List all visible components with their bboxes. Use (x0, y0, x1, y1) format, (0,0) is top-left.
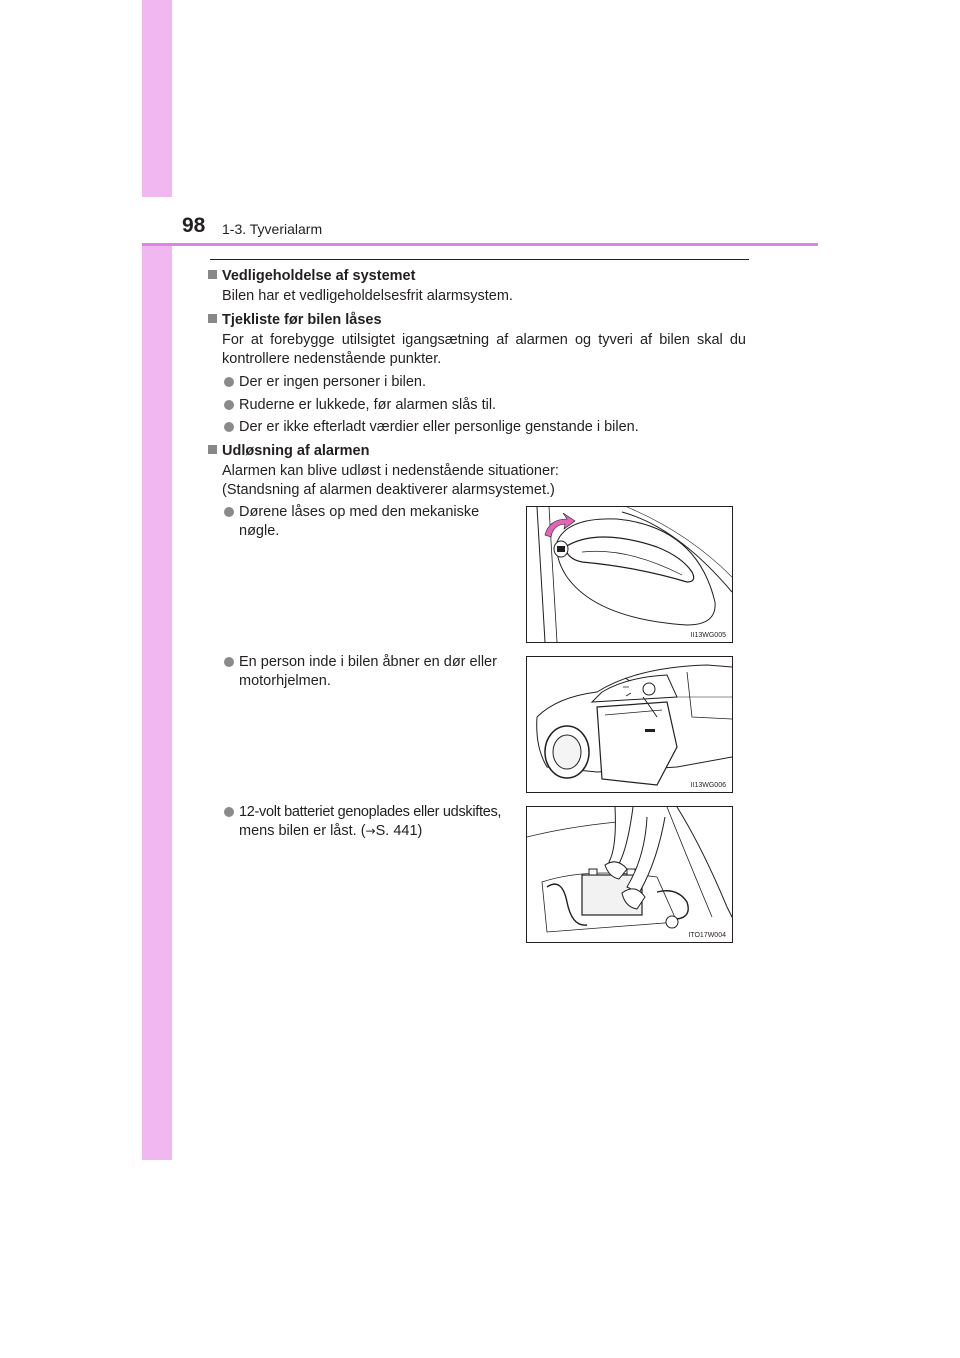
list-item: 12-volt batteriet genoplades eller udskiftes, mens bilen er låst. (→S. 441) (222, 803, 514, 841)
page-number: 98 (182, 214, 206, 237)
bullet-dot-icon (224, 400, 234, 410)
list-item: Der er ingen personer i bilen. (222, 373, 426, 392)
checklist-text: For at forebygge utilsigtet igangsætning af alarmen og tyveri af bilen skal du kontrollere nedenstående punkter. (222, 332, 746, 367)
heading-maintenance: Vedligeholdelse af systemet (208, 267, 415, 286)
car-door-illustration (527, 657, 732, 792)
heading-alarm-trigger: Udløsning af alarmen (208, 442, 369, 461)
header-rule (142, 243, 818, 246)
bullet-dot-icon (224, 657, 234, 667)
door-handle-illustration (527, 507, 732, 642)
figure-person-opens-door: II13WG006 (526, 656, 733, 793)
content-rule (210, 259, 749, 260)
heading-square-icon (208, 314, 217, 323)
section-title: 1-3. Tyverialarm (222, 221, 323, 237)
bullet-dot-icon (224, 507, 234, 517)
page-side-strip (142, 0, 172, 1160)
list-item: Ruderne er lukkede, før alarmen slås til. (222, 396, 496, 415)
list-item: Dørene låses op med den mekaniske nøgle. (222, 503, 514, 541)
alarm-trigger-text-1: Alarmen kan blive udløst i nedenstående situationer: (222, 463, 559, 479)
bullet-dot-icon (224, 807, 234, 817)
maintenance-text: Bilen har et vedligeholdelsesfrit alarmsystem. (222, 288, 513, 304)
figure-door-handle: II13WG005 (526, 506, 733, 643)
figure-battery: ITO17W004 (526, 806, 733, 943)
list-item: Der er ikke efterladt værdier eller personlige genstande i bilen. (222, 418, 639, 437)
list-item: En person inde i bilen åbner en dør eller motorhjelmen. (222, 653, 514, 691)
bullet-dot-icon (224, 377, 234, 387)
alarm-trigger-text-2: (Standsning af alarmen deaktiverer alarmsystemet.) (222, 482, 555, 498)
arrow-icon: → (365, 824, 376, 838)
heading-square-icon (208, 270, 217, 279)
bullet-dot-icon (224, 422, 234, 432)
heading-square-icon (208, 445, 217, 454)
heading-checklist: Tjekliste før bilen låses (208, 311, 382, 330)
battery-illustration (527, 807, 732, 942)
